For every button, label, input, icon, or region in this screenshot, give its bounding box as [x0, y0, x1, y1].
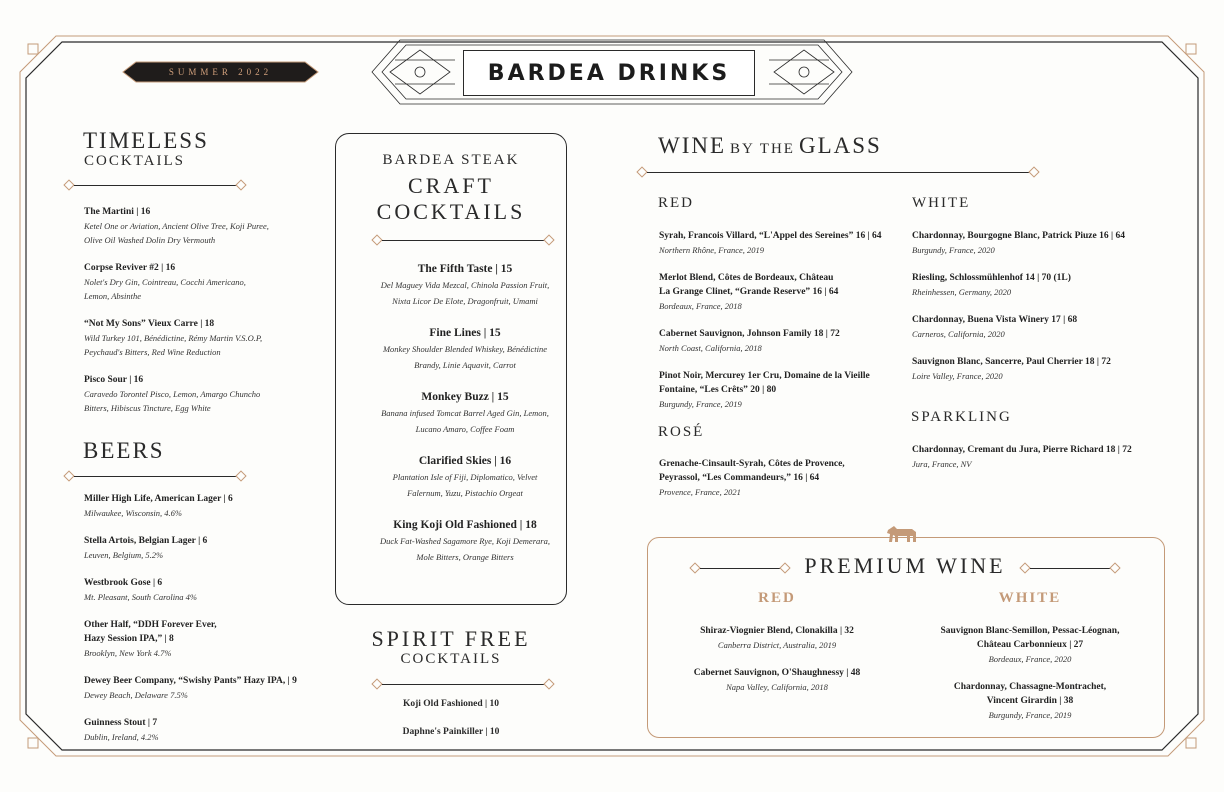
wine-title-c: GLASS — [798, 133, 882, 158]
list-item: “Not My Sons” Vieux Carre | 18 Wild Turkey 101, Bénédictine, Rémy Martin V.S.O.P, Peychaud's Bitters, Red Wine Reduction — [84, 319, 263, 357]
craft-title-line1: CRAFT — [408, 173, 494, 198]
spirit-free-title: SPIRIT FREE — [371, 626, 531, 651]
list-item: Shiraz-Viognier Blend, Clonakilla | 32 Canberra District, Australia, 2019 — [700, 626, 854, 650]
list-item: Sauvignon Blanc, Sancerre, Paul Cherrier 18 | 72 Loire Valley, France, 2020 — [912, 357, 1111, 381]
list-item: Grenache-Cinsault-Syrah, Côtes de Provence, Peyrassol, “Les Commandeurs,” 16 | 64 Provence, France, 2021 — [659, 459, 845, 497]
list-item: King Koji Old Fashioned | 18 Duck Fat-Washed Sagamore Rye, Koji Demerara, Mole Bitters, Orange Bitters — [380, 519, 550, 562]
list-item: Cabernet Sauvignon, Johnson Family 18 | 72 North Coast, California, 2018 — [659, 329, 840, 353]
menu-title: BARDEA DRINKS — [487, 60, 731, 86]
divider — [64, 471, 246, 481]
wine-title-a: WINE — [658, 133, 727, 158]
divider — [637, 167, 1039, 177]
timeless-title: TIMELESS — [83, 128, 209, 153]
list-item: Dewey Beer Company, “Swishy Pants” Hazy IPA, | 9 Dewey Beach, Delaware 7.5% — [84, 676, 297, 700]
list-item: Chardonnay, Cremant du Jura, Pierre Richard 18 | 72 Jura, France, NV — [912, 445, 1132, 469]
list-item: Sauvignon Blanc-Semillon, Pessac-Léognan, Château Carbonnieux | 27 Bordeaux, France, 2020 — [940, 626, 1120, 664]
beers-title: BEERS — [83, 438, 165, 463]
divider — [1020, 563, 1120, 573]
list-item: Chardonnay, Buena Vista Winery 17 | 68 Carneros, California, 2020 — [912, 315, 1078, 339]
divider — [64, 180, 246, 190]
menu-title-box — [463, 50, 755, 96]
list-item: Westbrook Gose | 6 Mt. Pleasant, South Carolina 4% — [84, 578, 198, 602]
divider — [372, 235, 554, 245]
list-item: Other Half, “DDH Forever Ever, Hazy Session IPA,” | 8 Brooklyn, New York 4.7% — [84, 620, 217, 658]
premium-white-label: WHITE — [998, 590, 1062, 606]
list-item: Miller High Life, American Lager | 6 Milwaukee, Wisconsin, 4.6% — [84, 494, 233, 518]
list-item: The Martini | 16 Ketel One or Aviation, Ancient Olive Tree, Koji Puree, Olive Oil Washed Dolin Dry Vermouth — [84, 207, 269, 245]
season-label: SUMMER 2022 — [168, 67, 273, 77]
list-item: The Fifth Taste | 15 Del Maguey Vida Mezcal, Chinola Passion Fruit, Nixta Licor De Elote, Dragonfruit, Umami — [380, 263, 550, 306]
list-item: Merlot Blend, Côtes de Bordeaux, Château La Grange Clinet, “Grande Reserve” 16 | 64 Bordeaux, France, 2018 — [659, 273, 839, 311]
craft-title-line2: COCKTAILS — [376, 199, 526, 224]
premium-red-label: RED — [758, 590, 796, 606]
divider — [372, 679, 554, 689]
list-item: Pisco Sour | 16 Caravedo Torontel Pisco, Lemon, Amargo Chuncho Bitters, Hibiscus Tincture, Egg White — [84, 375, 261, 413]
list-item: Koji Old Fashioned | 10 — [402, 699, 500, 709]
wine-white-label: WHITE — [912, 195, 971, 211]
list-item: Stella Artois, Belgian Lager | 6 Leuven, Belgium, 5.2% — [84, 536, 208, 560]
list-item: Pinot Noir, Mercurey 1er Cru, Domaine de la Vieille Fontaine, “Les Crêts” 20 | 80 Burgundy, France, 2019 — [659, 371, 870, 409]
timeless-subtitle: COCKTAILS — [84, 153, 185, 169]
list-item: Fine Lines | 15 Monkey Shoulder Blended Whiskey, Bénédictine Brandy, Linie Aquavit, Carrot — [382, 327, 548, 370]
wine-red-label: RED — [658, 195, 694, 211]
list-item: Chardonnay, Bourgogne Blanc, Patrick Piuze 16 | 64 Burgundy, France, 2020 — [912, 231, 1125, 255]
list-item: Corpse Reviver #2 | 16 Nolet's Dry Gin, Cointreau, Cocchi Americano, Lemon, Absinthe — [84, 263, 246, 301]
list-item: Guinness Stout | 7 Dublin, Ireland, 4.2% — [84, 718, 159, 742]
wine-rose-label: ROSÉ — [658, 424, 705, 440]
premium-title: PREMIUM WINE — [804, 553, 1006, 578]
list-item: Chardonnay, Chassagne-Montrachet, Vincent Girardin | 38 Burgundy, France, 2019 — [953, 682, 1107, 720]
list-item: Clarified Skies | 16 Plantation Isle of Fiji, Diplomatico, Velvet Falernum, Yuzu, Pistachio Orgeat — [392, 455, 538, 498]
wine-sparkling-label: SPARKLING — [911, 409, 1012, 425]
list-item: Daphne's Painkiller | 10 — [402, 727, 500, 737]
craft-pretitle: BARDEA STEAK — [382, 152, 520, 168]
wine-title — [658, 133, 882, 159]
list-item: Monkey Buzz | 15 Banana infused Tomcat Barrel Aged Gin, Lemon, Lucano Amaro, Coffee Foam — [381, 391, 549, 434]
divider — [690, 563, 790, 573]
list-item: Syrah, Francois Villard, “L'Appel des Sereines” 16 | 64 Northern Rhône, France, 2019 — [659, 231, 882, 255]
list-item: Riesling, Schlossmühlenhof 14 | 70 (1L) Rheinhessen, Germany, 2020 — [912, 273, 1071, 297]
season-banner — [133, 62, 308, 82]
list-item: Cabernet Sauvignon, O'Shaughnessy | 48 Napa Valley, California, 2018 — [693, 668, 861, 692]
dog-icon — [884, 522, 920, 546]
wine-title-b: BY THE — [730, 141, 795, 157]
spirit-free-subtitle: COCKTAILS — [400, 651, 502, 667]
